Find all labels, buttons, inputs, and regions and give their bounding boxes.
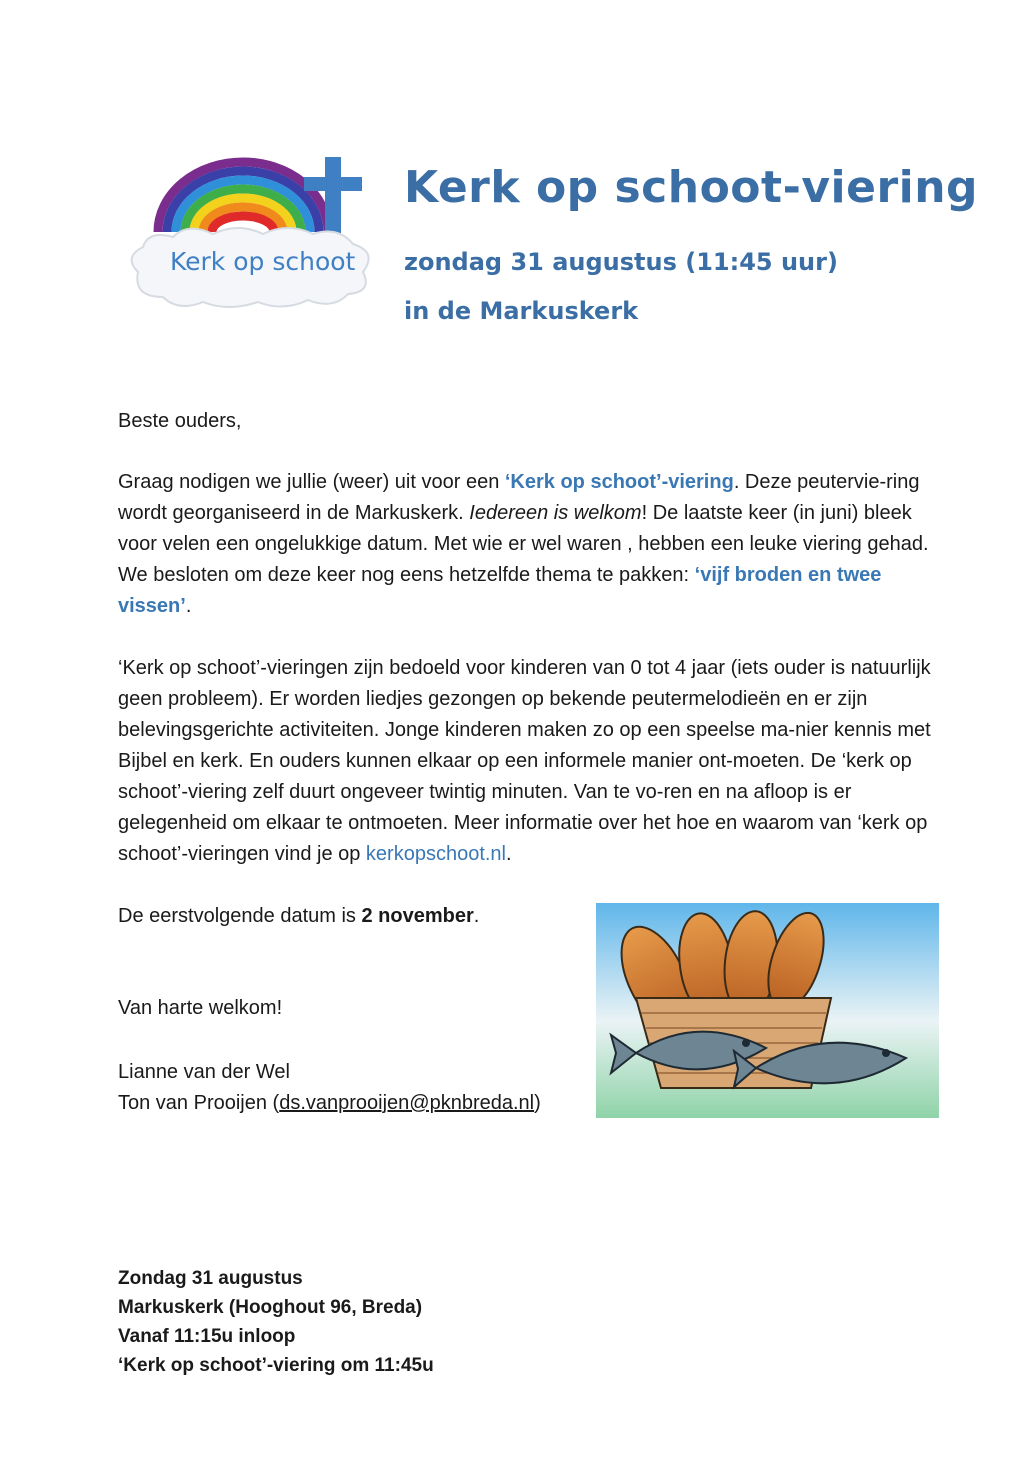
- salutation: Beste ouders,: [118, 410, 242, 432]
- footer-time: ‘Kerk op schoot’-viering om 11:45u: [118, 1355, 434, 1376]
- signer-1: Lianne van der Wel: [118, 1061, 290, 1083]
- highlight-theme: ‘vijf broden en twee vissen’: [118, 564, 882, 617]
- footer-walkin: Vanaf 11:15u inloop: [118, 1326, 296, 1347]
- event-location: in de Markuskerk: [404, 297, 639, 325]
- highlight-viering: ‘Kerk op schoot’-viering: [504, 471, 734, 493]
- footer-date: Zondag 31 augustus: [118, 1268, 303, 1289]
- kerk-op-schoot-logo: [118, 152, 383, 312]
- intro-paragraph: Graag nodigen we jullie (weer) uit voor een ‘Kerk op schoot’-viering. Deze peutervie-ring wordt georganiseerd in de Markuskerk. Iedereen is welkom! De laatste keer (in juni) bleek voor velen een ongelukkige datum. Met wie er wel waren , hebben een leuke viering gehad. We besloten om deze keer nog eens hetzelfde thema te pakken: ‘vijf broden en twee vissen’.: [118, 471, 929, 617]
- event-details: [118, 1264, 434, 1380]
- footer-location: Markuskerk (Hooghout 96, Breda): [118, 1297, 423, 1318]
- bread-and-fish-illustration: [596, 903, 939, 1118]
- email-link[interactable]: ds.vanprooijen@pknbreda.nl: [279, 1092, 535, 1114]
- page-title: Kerk op schoot-viering: [404, 162, 979, 213]
- logo-text: Kerk op schoot: [170, 247, 356, 276]
- next-date: De eerstvolgende datum is 2 november.: [118, 905, 480, 927]
- signer-2: Ton van Prooijen (ds.vanprooijen@pknbreda.nl): [118, 1092, 541, 1114]
- info-paragraph: ‘Kerk op schoot’-vieringen zijn bedoeld voor kinderen van 0 tot 4 jaar (iets ouder is natuurlijk geen probleem). Er worden liedjes gezongen op bekende peutermelodieën en er zijn belevingsgerichte activiteiten. Jonge kinderen maken zo op een speelse ma-nier kennis met Bijbel en kerk. En ouders kunnen elkaar op een informele manier ont-moeten. De ‘kerk op schoot’-viering zelf duurt ongeveer twintig minuten. Van te vo-ren en na afloop is er gelegenheid om elkaar te ontmoeten. Meer informatie over het hoe en waarom van ‘kerk op schoot’-vieringen vind je op kerkopschoot.nl.: [118, 657, 931, 865]
- event-date: zondag 31 augustus (11:45 uur): [404, 248, 838, 276]
- signature: [118, 1057, 588, 1119]
- welcome-line: Van harte welkom!: [118, 997, 283, 1019]
- website-link[interactable]: kerkopschoot.nl: [365, 843, 506, 865]
- welcome-emphasis: Iedereen is welkom: [469, 502, 642, 524]
